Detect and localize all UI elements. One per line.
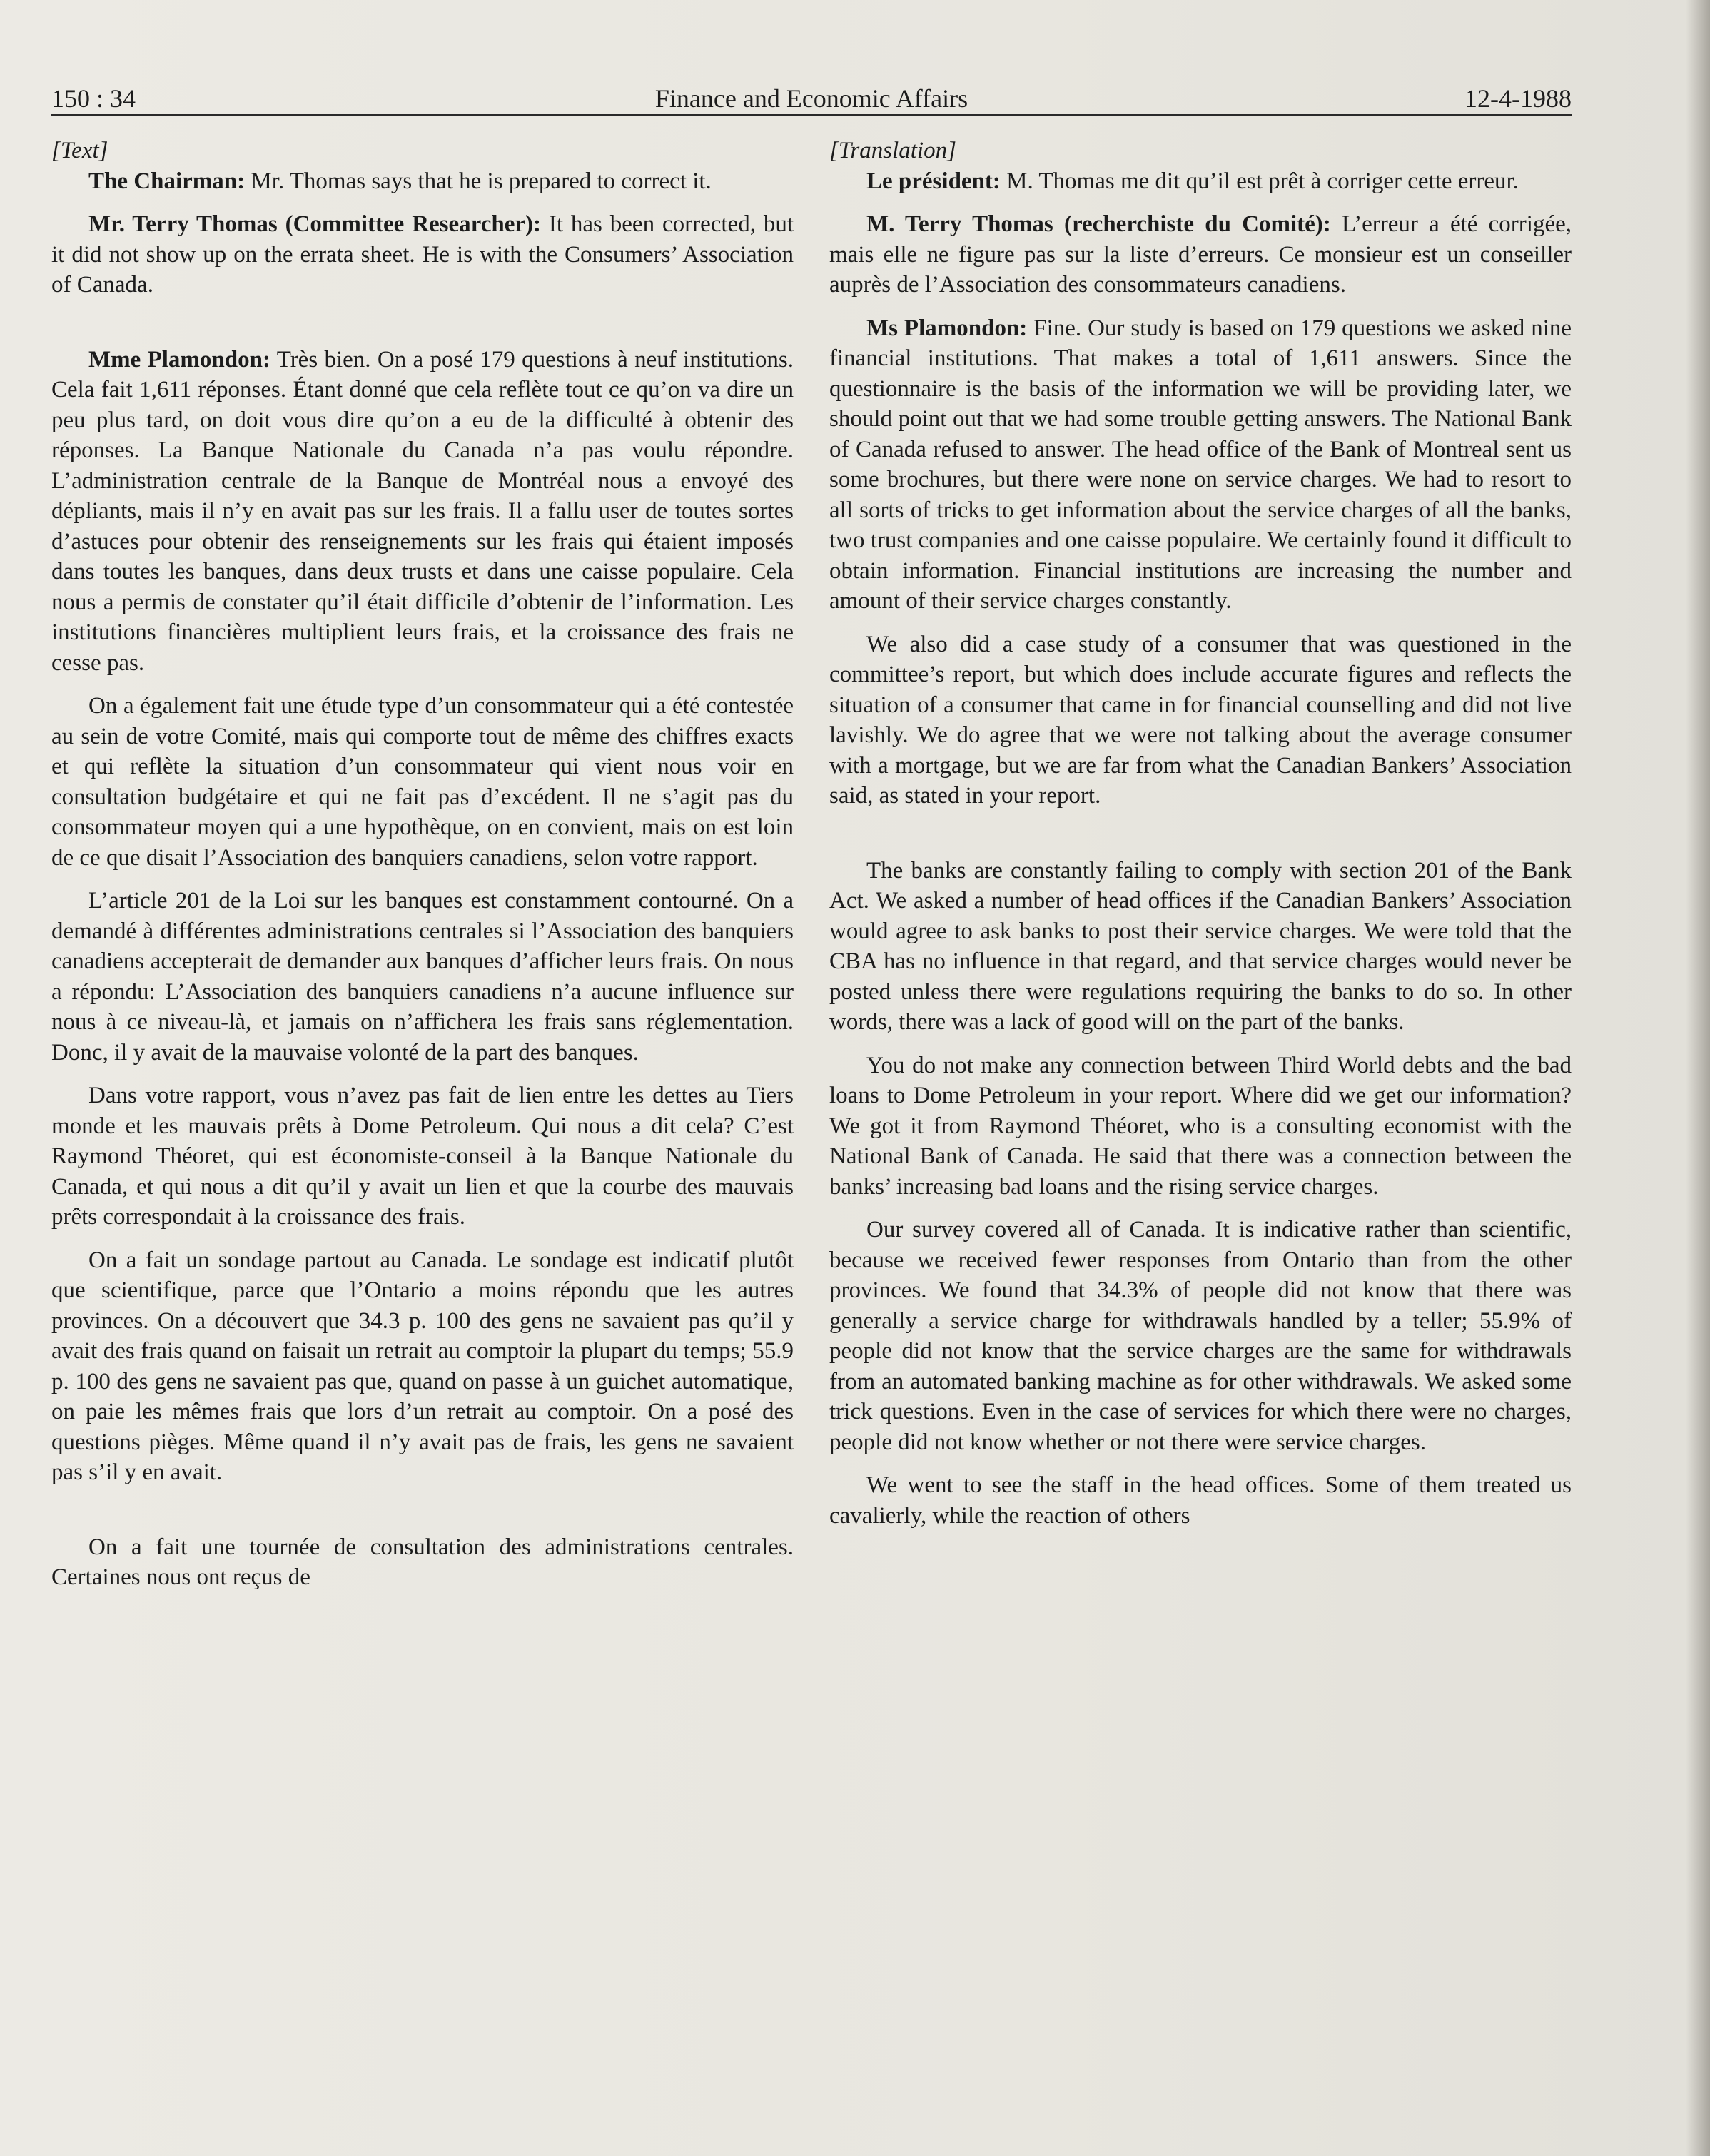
paragraph: L’article 201 de la Loi sur les banques est constamment contourné. On a demandé à différentes administrations centrales si l’Association des banquiers canadiens accepterait de demander aux banques d’afficher leurs frais. On nous a répondu: L’Association des banquiers canadiens n’a aucune influence sur nous à ce niveau-là, et jamais on n’affichera les frais sans réglementation. Donc, il y avait de la mauvaise volonté de la part des banques. xyxy=(51,888,794,1066)
paragraph-text: It has been corrected, but it did not show up on the errata sheet. He is with the Consumers’ Association of Canada. xyxy=(51,211,794,298)
paragraph-text: Mr. Thomas says that he is prepared to correct it. xyxy=(245,168,712,194)
paragraph xyxy=(829,209,1572,300)
speaker-name: The Chairman: xyxy=(88,168,246,194)
speaker-name: Mr. Terry Thomas (Committee Researcher): xyxy=(88,211,541,237)
page-number: 150 : 34 xyxy=(51,84,136,113)
paragraph-text: Très bien. On a posé 179 questions à neuf institutions. Cela fait 1,611 réponses. Étant donné que cela reflète tout ce qu’on va dire un peu plus tard, on doit vous dire qu’on a eu de la difficulté à obtenir des réponses. La Banque Nationale du Canada n’a pas voulu répondre. L’administration centrale de la Banque de Montréal nous a envoyé des dépliants, mais il n’y en avait pas sur les frais. Il a fallu user de toutes sortes d’astuces pour obtenir des renseignements sur les frais qui étaient imposés dans toutes les banques, dans deux trusts et dans une caisse populaire. Cela nous a permis de constater qu’il était difficile d’obtenir de l’information. Les institutions financières multiplient leurs frais, et la croissance des frais ne cesse pas. xyxy=(51,346,794,676)
left-column-french xyxy=(51,136,794,1606)
paragraph: On a également fait une étude type d’un consommateur qui a été contestée au sein de votre Comité, mais qui comporte tout de même des chiffres exacts et qui reflète la situation d’un consommateur qui vient nous voir en consultation budgétaire et qui ne fait pas d’excédent. Il ne s’agit pas du consommateur moyen qui a une hypothèque, on en convient, mais on est loin de ce que disait l’Association des banquiers canadiens, selon votre rapport. xyxy=(51,693,794,871)
speaker-name: Le président: xyxy=(866,168,1001,194)
paragraph: We went to see the staff in the head offices. Some of them treated us cavalierly, while the reaction of others xyxy=(829,1472,1572,1529)
paragraph: You do not make any connection between Third World debts and the bad loans to Dome Petroleum in your report. Where did we get our information? We got it from Raymond Théoret, who is a consulting economist with the National Bank of Canada. He said that there was a connection between the banks’ increasing bad loans and the rising service charges. xyxy=(829,1052,1572,1200)
header-date: 12-4-1988 xyxy=(1464,84,1572,113)
paragraph: On a fait une tournée de consultation des administrations centrales. Certaines nous ont reçus de xyxy=(51,1534,794,1590)
header-title: Finance and Economic Affairs xyxy=(654,84,968,113)
paragraph-text: Fine. Our study is based on 179 questions we asked nine financial institutions. That makes a total of 1,611 answers. Since the questionnaire is the basis of the information we will be providing later, we should point out that we had some trouble getting answers. The National Bank of Canada refused to answer. The head office of the Bank of Montreal sent us some brochures, but there were none on service charges. We had to resort to all sorts of tricks to get information about the service charges of all the banks, two trust companies and one caisse populaire. We certainly found it difficult to obtain information. Financial institutions are increasing the number and amount of their service charges constantly. xyxy=(829,315,1572,614)
header-rule xyxy=(51,114,1572,116)
paragraph xyxy=(829,313,1572,617)
language-tag: [Text] xyxy=(51,138,108,163)
speaker-name: M. Terry Thomas (recherchiste du Comité): xyxy=(866,211,1331,237)
speaker-name: Mme Plamondon: xyxy=(88,346,270,373)
page-header xyxy=(51,77,1572,120)
paragraph-text: M. Thomas me dit qu’il est prêt à corriger cette erreur. xyxy=(1000,168,1519,194)
paragraph: On a fait un sondage partout au Canada. Le sondage est indicatif plutôt que scientifique, parce que l’Ontario a moins répondu que les autres provinces. On a découvert que 34.3 p. 100 des gens ne savaient pas qu’il y avait des frais quand on faisait un retrait au comptoir la plupart du temps; 55.9 p. 100 des gens ne savaient pas que, quand on passe à un guichet automatique, on paie les mêmes frais que lors d’un retrait au comptoir. On a posé des questions pièges. Même quand il n’y avait pas de frais, les gens ne savaient pas s’il y en avait. xyxy=(51,1247,794,1485)
paragraph xyxy=(51,209,794,300)
paragraph-text: L’erreur a été corrigée, mais elle ne figure pas sur la liste d’erreurs. Ce monsieur est un conseiller auprès de l’Association des consommateurs canadiens. xyxy=(829,211,1572,298)
language-tag: [Translation] xyxy=(829,138,956,163)
right-column-english xyxy=(829,136,1572,1544)
paragraph: Dans votre rapport, vous n’avez pas fait de lien entre les dettes au Tiers monde et les mauvais prêts à Dome Petroleum. Qui nous a dit cela? C’est Raymond Théoret, qui est économiste-conseil à la Banque Nationale du Canada, et qui nous a dit qu’il y avait un lien et que la courbe des mauvais prêts correspondait à la croissance des frais. xyxy=(51,1083,794,1230)
paragraph xyxy=(51,166,794,197)
page-edge-shadow xyxy=(1686,0,1710,2156)
paragraph: We also did a case study of a consumer that was questioned in the committee’s report, but which does include accurate figures and reflects the situation of a consumer that came in for financial counselling and did not live lavishly. We do agree that we were not talking about the average consumer with a mortgage, but we are far from what the Canadian Bankers’ Association said, as stated in your report. xyxy=(829,631,1572,809)
speaker-name: Ms Plamondon: xyxy=(866,315,1028,341)
paragraph xyxy=(829,166,1572,197)
paragraph: The banks are constantly failing to comply with section 201 of the Bank Act. We asked a number of head offices if the Canadian Bankers’ Association would agree to ask banks to post their service charges. We were told that the CBA has no influence in that regard, and that service charges would never be posted unless there were regulations requiring the banks to do so. In other words, there was a lack of good will on the part of the banks. xyxy=(829,857,1572,1035)
paragraph xyxy=(51,345,794,679)
paragraph: Our survey covered all of Canada. It is indicative rather than scientific, because we received fewer responses from Ontario than from the other provinces. We found that 34.3% of people did not know that there was generally a service charge for withdrawals handled by a teller; 55.9% of people did not know that the service charges are the same for withdrawals from an automated banking machine as for other withdrawals. We asked some trick questions. Even in the case of services for which there were no charges, people did not know whether or not there were service charges. xyxy=(829,1217,1572,1455)
